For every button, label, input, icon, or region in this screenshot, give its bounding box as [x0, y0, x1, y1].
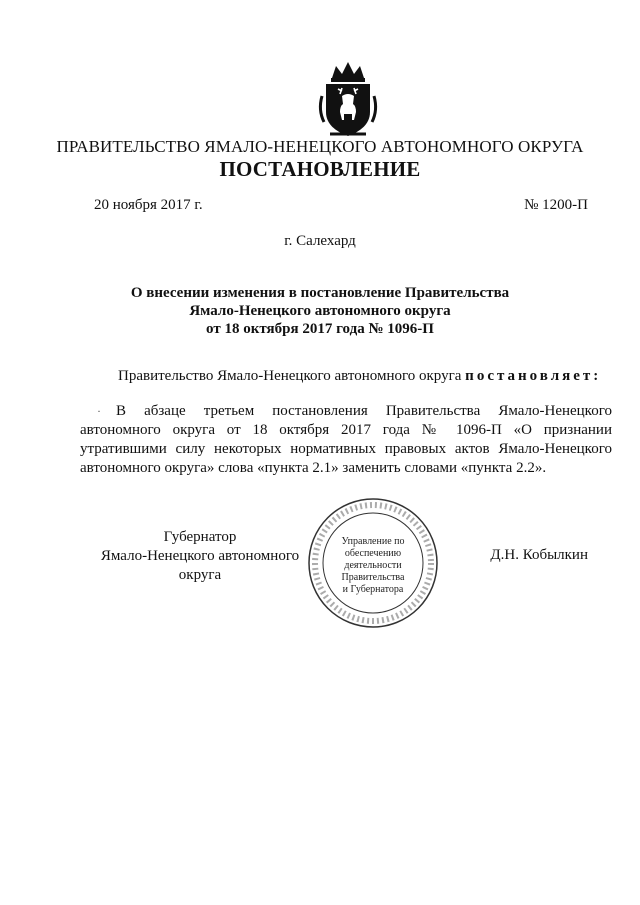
document-date: 20 ноября 2017 г.	[94, 197, 203, 213]
coat-of-arms-icon	[316, 60, 380, 140]
stamp-line-5: и Губернатора	[342, 584, 404, 595]
signature-title-line-1: Губернатор	[163, 529, 237, 545]
document-number: № 1200-П	[524, 197, 588, 213]
stamp-line-1: Управление по	[341, 536, 405, 547]
official-stamp	[306, 496, 440, 630]
signatory-name: Д.Н. Кобылкин	[490, 547, 588, 563]
stamp-line-4: Правительства	[341, 572, 405, 583]
decree-intro-text: Правительство Ямало-Ненецкого автономного округа	[118, 368, 466, 384]
decree-body: В абзаце третьем постановления Правительства Ямало-Ненецкого автономного округа от 18 октября 2017 года № 1096-П «О признании утратившими силу некоторых нормативных правовых актов Ямало-Ненецкого автономного округа» слова «пункта 2.1» заменить словами «пункта 2.2».	[80, 403, 612, 476]
signature-title	[80, 528, 320, 585]
organization-title: ПРАВИТЕЛЬСТВО ЯМАЛО-НЕНЕЦКОГО АВТОНОМНОГО ОКРУГА	[56, 137, 584, 156]
signature-title-line-2: Ямало-Ненецкого автономного округа	[100, 548, 300, 583]
stamp-text	[306, 536, 440, 596]
stamp-line-3: деятельности	[344, 560, 402, 571]
decree-intro-verb: постановляет:	[465, 368, 602, 384]
subject-line-1: О внесении изменения в постановление Правительства	[130, 285, 510, 301]
document-place: г. Салехард	[284, 233, 356, 249]
paragraph-mark: ·	[97, 404, 101, 418]
document-subject	[0, 284, 640, 338]
document-type: ПОСТАНОВЛЕНИЕ	[219, 157, 421, 181]
decree-intro	[118, 368, 618, 385]
subject-line-3: от 18 октября 2017 года № 1096-П	[206, 321, 434, 337]
stamp-line-2: обеспечению	[344, 548, 402, 559]
subject-line-2: Ямало-Ненецкого автономного округа	[189, 303, 451, 319]
